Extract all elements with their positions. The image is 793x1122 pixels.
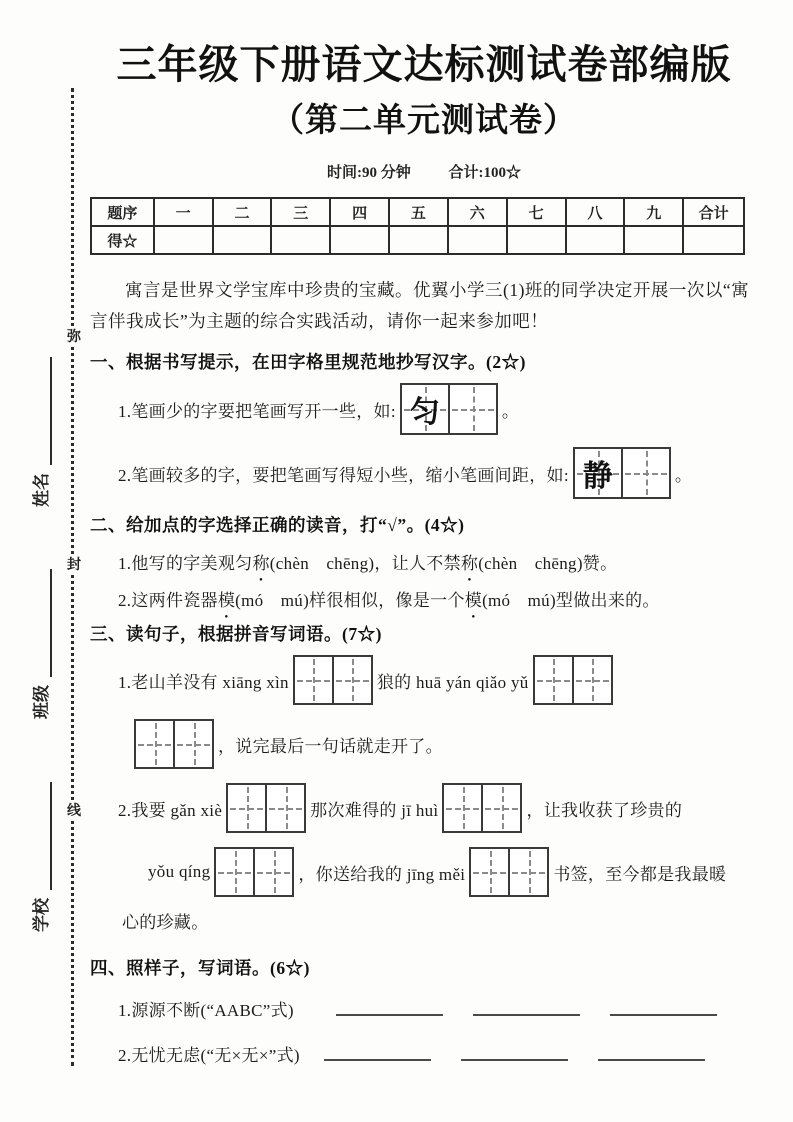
q3-item-2-line-2 <box>148 844 758 900</box>
grid-cell[interactable] <box>575 449 621 497</box>
grid-cell[interactable] <box>265 785 304 831</box>
student-class-field <box>28 549 52 719</box>
writing-grid[interactable] <box>214 847 294 897</box>
writing-grid[interactable] <box>442 783 522 833</box>
writing-grid[interactable] <box>573 447 671 499</box>
class-blank[interactable] <box>33 569 52 677</box>
q2-item-1 <box>118 549 758 574</box>
class-label: 班级 <box>32 685 51 719</box>
question-4-header: 四、照样子，写词语。(6☆) <box>90 958 310 979</box>
score-cell[interactable] <box>389 226 448 254</box>
q1-item-2-period: 。 <box>674 465 693 485</box>
score-cell[interactable] <box>154 226 213 254</box>
q3-line4-text: yǒu qíng <box>148 862 211 882</box>
name-label: 姓名 <box>32 473 51 507</box>
score-cell[interactable] <box>330 226 389 254</box>
question-1-header: 一、根据书写提示，在田字格里规范地抄写汉字。(2☆) <box>90 352 526 373</box>
grid-cell[interactable] <box>228 785 265 831</box>
q4-item-2-label: 2.无忧无虑(“无×无×”式) <box>118 1046 300 1066</box>
school-blank[interactable] <box>33 782 52 890</box>
answer-blank[interactable] <box>336 996 443 1016</box>
score-cell[interactable] <box>448 226 507 254</box>
time-limit: 时间:90 分钟 <box>327 165 411 181</box>
seal-char-xian: 线 <box>63 800 85 820</box>
grid-cell[interactable] <box>216 849 253 895</box>
col-header-8: 八 <box>566 198 625 226</box>
question-3-header: 三、读句子，根据拼音写词语。(7☆) <box>90 624 382 645</box>
q3-line4-text-2: ，你送给我的 jīng měi <box>298 864 466 884</box>
q3-line3-text-3: ，让我收获了珍贵的 <box>526 800 683 820</box>
q2-item-2-pinyin-options[interactable]: (mó mú)样很相似，像是一个 <box>235 591 465 611</box>
score-cell[interactable] <box>507 226 566 254</box>
writing-grid[interactable] <box>293 655 373 705</box>
col-header-7: 七 <box>507 198 566 226</box>
q2-item-2 <box>118 586 758 611</box>
grid-cell[interactable] <box>444 785 481 831</box>
writing-grid[interactable] <box>226 783 306 833</box>
col-header-2: 二 <box>213 198 272 226</box>
q4-item-1 <box>118 996 758 1021</box>
col-header-total: 合计 <box>683 198 744 226</box>
intro-paragraph: 寓言是世界文学宝库中珍贵的宝藏。优翼小学三(1)班的同学决定开展一次以“寓言伴我成长”为主题的综合实践活动，请你一起来参加吧！ <box>90 280 750 331</box>
seal-char-feng: 封 <box>63 554 85 574</box>
q3-item-1-line-2 <box>130 716 758 772</box>
col-header-tixu: 题序 <box>91 198 154 226</box>
q3-line3-text: 2.我要 gǎn xiè <box>118 800 223 820</box>
grid-cell[interactable] <box>481 785 520 831</box>
score-cell[interactable] <box>566 226 625 254</box>
name-blank[interactable] <box>33 357 52 465</box>
q3-item-1-line-1 <box>118 652 758 708</box>
q3-line3-text-2: 那次难得的 jī huì <box>310 800 439 820</box>
grid-cell[interactable] <box>471 849 508 895</box>
grid-cell[interactable] <box>295 657 332 703</box>
grid-cell[interactable] <box>136 721 173 767</box>
score-table-header-row <box>91 198 744 226</box>
q3-item-2-line-1 <box>118 780 758 836</box>
page-subtitle: （第二单元测试卷） <box>271 103 577 139</box>
answer-blank[interactable] <box>610 996 717 1016</box>
q2-item-1-pinyin-options[interactable]: (chèn chēng)，让人不禁 <box>269 554 461 574</box>
answer-blank[interactable] <box>473 996 580 1016</box>
score-cell[interactable] <box>683 226 744 254</box>
col-header-6: 六 <box>448 198 507 226</box>
main-content <box>90 0 758 1066</box>
exam-info-line <box>90 161 758 182</box>
writing-grid[interactable] <box>400 383 498 435</box>
seal-dotted-line <box>67 88 81 1066</box>
score-cell[interactable] <box>624 226 683 254</box>
score-table <box>90 197 745 255</box>
dotted-char: 称 ● <box>252 549 269 574</box>
grid-cell[interactable] <box>332 657 371 703</box>
seal-char-mi: 弥 <box>63 326 85 346</box>
score-cell[interactable] <box>213 226 272 254</box>
sample-char: 匀 <box>409 396 441 430</box>
grid-cell[interactable] <box>508 849 547 895</box>
q1-item-1 <box>118 380 758 438</box>
q2-item-2-seg: 2.这两件瓷器 <box>118 591 218 611</box>
answer-blank[interactable] <box>324 1041 431 1061</box>
q2-item-2-pinyin-options-2[interactable]: (mó mú)型做出来的。 <box>482 591 660 611</box>
grid-cell[interactable] <box>535 657 572 703</box>
answer-blank[interactable] <box>461 1041 568 1061</box>
q1-item-1-text: 1.笔画少的字要把笔画写开一些，如: <box>118 401 396 421</box>
page-title: 三年级下册语文达标测试卷部编版 <box>116 42 732 87</box>
grid-cell[interactable] <box>448 385 496 433</box>
col-header-5: 五 <box>389 198 448 226</box>
col-header-9: 九 <box>624 198 683 226</box>
writing-grid[interactable] <box>533 655 613 705</box>
dotted-char: 称 ● <box>461 549 478 574</box>
q4-item-2 <box>118 1041 758 1066</box>
q1-item-2 <box>118 444 758 502</box>
score-cell[interactable] <box>271 226 330 254</box>
score-table-score-row <box>91 226 744 254</box>
writing-grid[interactable] <box>134 719 214 769</box>
dotted-char: 模 ● <box>218 586 235 611</box>
sample-char: 静 <box>582 460 614 494</box>
q2-item-1-seg: 1.他写的字美观匀 <box>118 554 253 574</box>
q3-line1-text-2: 狼的 huā yán qiǎo yǔ <box>376 672 529 692</box>
q3-line2-text: ，说完最后一句话就走开了。 <box>218 736 443 756</box>
q2-item-1-pinyin-options-2[interactable]: (chèn chēng)赞。 <box>478 554 618 574</box>
grid-cell[interactable] <box>173 721 212 767</box>
q3-line4-text-3: 书签，至今都是我最暖 <box>553 864 727 884</box>
q3-item-2-line-3: 心的珍藏。 <box>122 913 209 933</box>
q1-item-1-period: 。 <box>501 401 520 421</box>
col-header-1: 一 <box>154 198 213 226</box>
grid-cell[interactable] <box>253 849 292 895</box>
answer-blank[interactable] <box>598 1041 705 1061</box>
student-name-field <box>28 337 52 507</box>
q4-item-1-label: 1.源源不断(“AABC”式) <box>118 1001 294 1021</box>
dotted-char: 模 ● <box>465 586 482 611</box>
student-school-field <box>28 762 52 932</box>
score-row-label: 得☆ <box>91 226 154 254</box>
grid-cell[interactable] <box>402 385 448 433</box>
col-header-3: 三 <box>271 198 330 226</box>
total-score: 合计:100☆ <box>448 165 521 181</box>
question-2-header: 二、给加点的字选择正确的读音，打“√”。(4☆) <box>90 515 465 536</box>
q1-item-2-text: 2.笔画较多的字，要把笔画写得短小些，缩小笔画间距，如: <box>118 465 569 485</box>
writing-grid[interactable] <box>469 847 549 897</box>
grid-cell[interactable] <box>621 449 669 497</box>
grid-cell[interactable] <box>572 657 611 703</box>
school-label: 学校 <box>32 898 51 932</box>
col-header-4: 四 <box>330 198 389 226</box>
q3-line1-text: 1.老山羊没有 xiāng xìn <box>118 672 289 692</box>
